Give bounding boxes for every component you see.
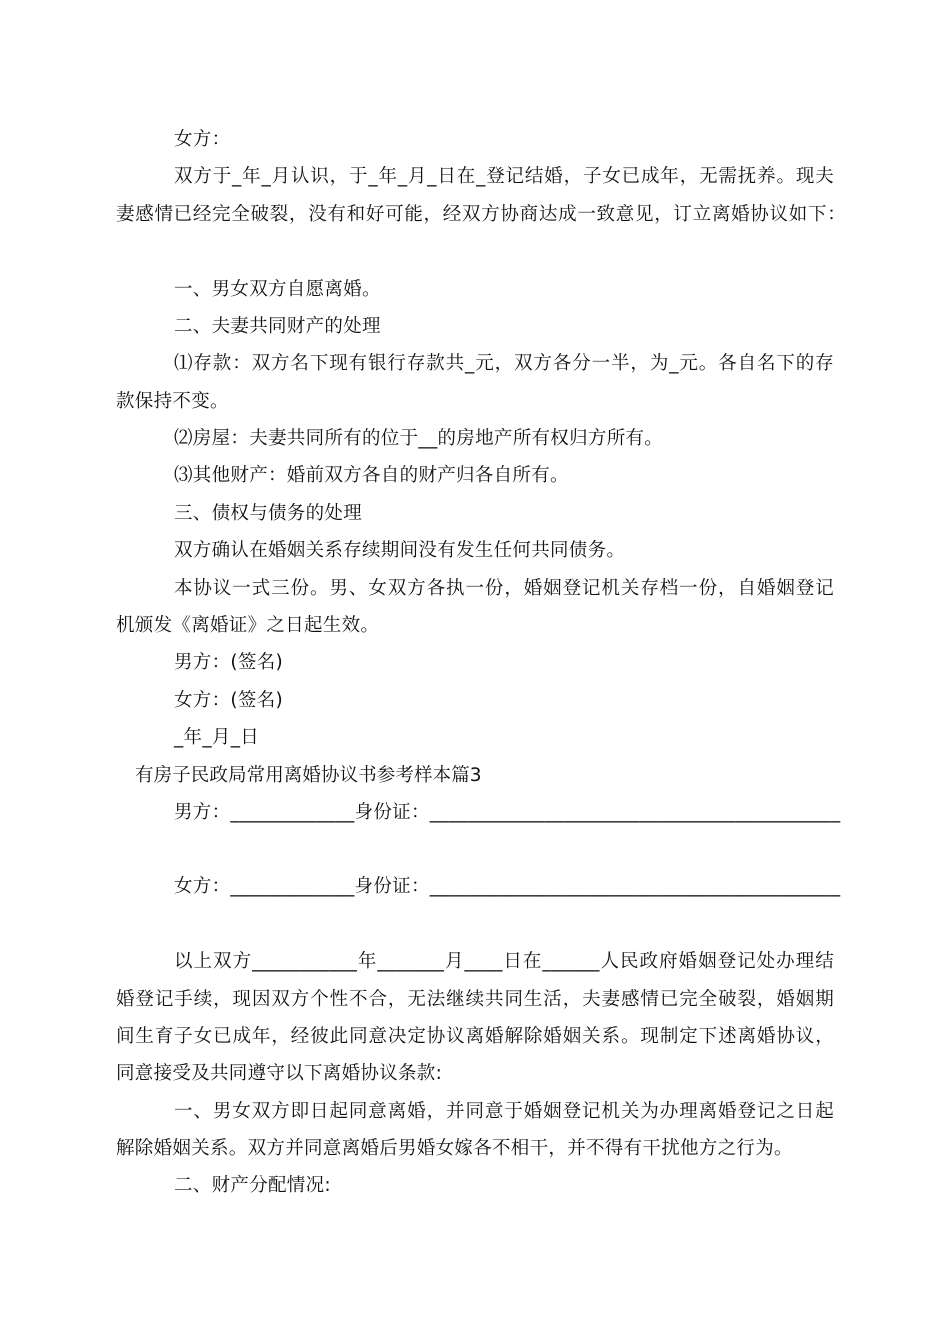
item-2: 二、夫妻共同财产的处理 bbox=[174, 316, 381, 337]
item-2-3: ⑶其他财产：婚前双方各自的财产归各自所有。 bbox=[174, 465, 569, 486]
para-1-line-4: 同意接受及共同遵守以下离婚协议条款: bbox=[116, 1063, 443, 1084]
para-1-line-2: 婚登记手续，现因双方个性不合，无法继续共同生活，夫妻感情已完全破裂，婚姻期 bbox=[116, 989, 834, 1010]
item-2-1-line-1: ⑴存款：双方名下现有银行存款共_元，双方各分一半，为_元。各自名下的存 bbox=[174, 353, 834, 374]
item-3: 三、债权与债务的处理 bbox=[174, 503, 363, 524]
female-id-line: 女方：_____________身份证：___________________________________________ bbox=[174, 876, 841, 897]
male-id-line: 男方：_____________身份证：___________________________________________ bbox=[174, 802, 841, 823]
item-1: 一、男女双方自愿离婚。 bbox=[174, 279, 381, 300]
intro-line-2: 妻感情已经完全破裂，没有和好可能，经双方协商达成一致意见，订立离婚协议如下： bbox=[116, 204, 846, 225]
female-signature: 女方：(签名) bbox=[174, 690, 284, 711]
clause-1-line-1: 一、男女双方即日起同意离婚，并同意于婚姻登记机关为办理离婚登记之日起 bbox=[174, 1101, 834, 1122]
intro-line-1: 双方于_年_月认识，于_年_月_日在_登记结婚，子女已成年，无需抚养。现夫 bbox=[174, 166, 834, 187]
clause-2: 二、财产分配情况: bbox=[174, 1175, 331, 1196]
male-signature: 男方：(签名) bbox=[174, 652, 284, 673]
para-1-line-3: 间生育子女已成年，经彼此同意决定协议离婚解除婚姻关系。现制定下述离婚协议， bbox=[116, 1026, 834, 1047]
female-label: 女方： bbox=[174, 129, 231, 150]
signing-date: _年_月_日 bbox=[174, 727, 260, 748]
copies-line-1: 本协议一式三份。男、女双方各执一份，婚姻登记机关存档一份，自婚姻登记 bbox=[174, 578, 834, 599]
item-2-2: ⑵房屋：夫妻共同所有的位于__的房地产所有权归方所有。 bbox=[174, 428, 664, 449]
para-1-line-1: 以上双方___________年_______月____日在______人民政府婚姻登记处办理结 bbox=[174, 951, 834, 972]
item-2-1-line-2: 款保持不变。 bbox=[116, 391, 229, 412]
section-title: 有房子民政局常用离婚协议书参考样本篇3 bbox=[135, 765, 482, 786]
clause-1-line-2: 解除婚姻关系。双方并同意离婚后男婚女嫁各不相干，并不得有干扰他方之行为。 bbox=[116, 1138, 793, 1159]
item-3-text: 双方确认在婚姻关系存续期间没有发生任何共同债务。 bbox=[174, 540, 626, 561]
copies-line-2: 机颁发《离婚证》之日起生效。 bbox=[116, 615, 380, 636]
